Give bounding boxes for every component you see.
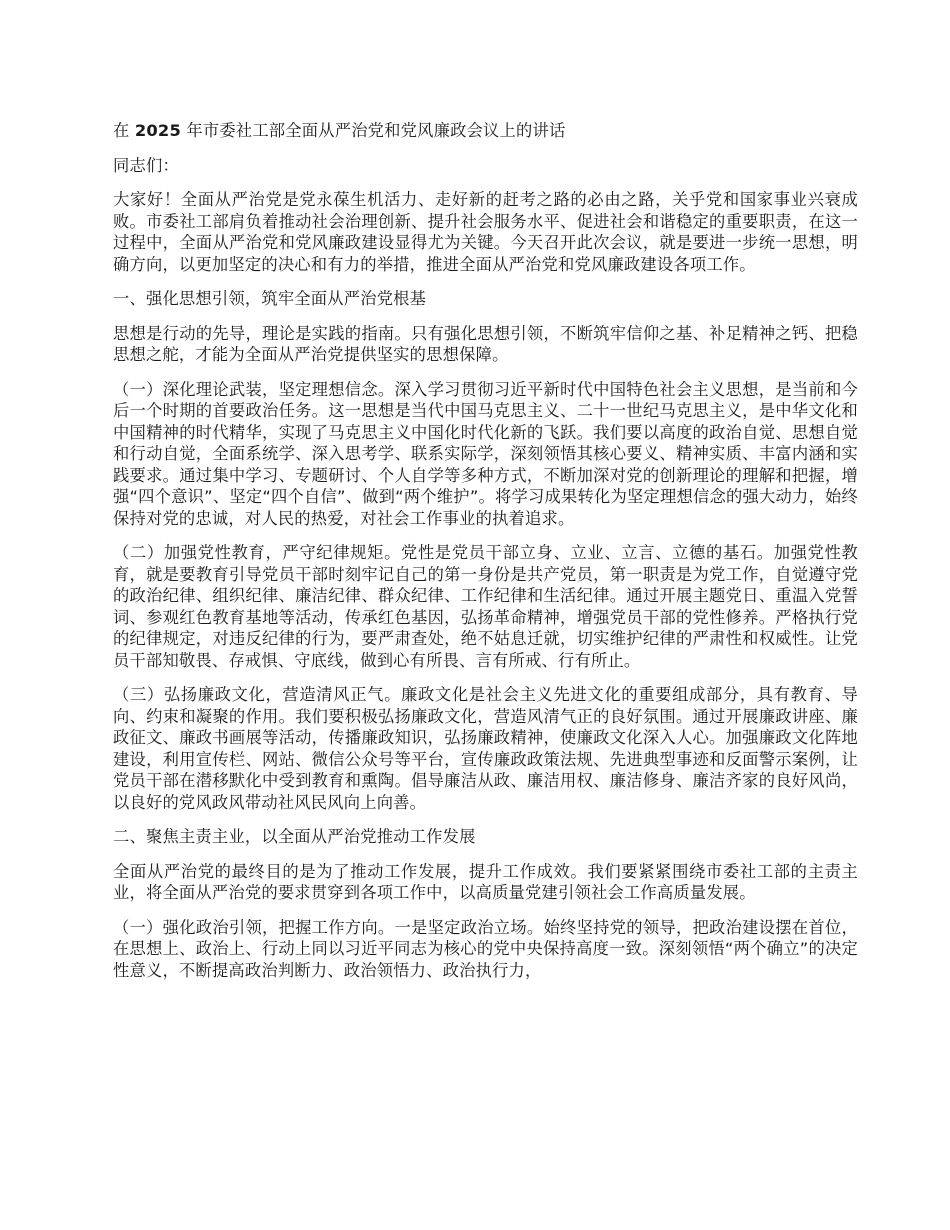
section-heading-1: 一、强化思想引领，筑牢全面从严治党根基 (113, 289, 427, 308)
title-year: 2025 (134, 121, 181, 140)
salutation: 同志们： (113, 155, 179, 175)
paragraph-section-2-item-1: （一）强化政治引领，把握工作方向。一是坚定政治立场。始终坚持党的领导，把政治建设摆在首位，在思想上、政治上、行动上同以习近平同志为核心的党中央保持高度一致。深刻领悟“两个确立”的决定性意义，不断提高政治判断力、政治领悟力、政治执行力， (113, 917, 858, 980)
document-title (113, 120, 858, 142)
paragraph-section-1-item-2: （二）加强党性教育，严守纪律规矩。党性是党员干部立身、立业、立言、立德的基石。加强党性教育，就是要教育引导党员干部时刻牢记自己的第一身份是共产党员，第一职责是为党工作，自觉遵守党的政治纪律、组织纪律、廉洁纪律、群众纪律、工作纪律和生活纪律。通过开展主题党日、重温入党誓词、参观红色教育基地等活动，传承红色基因，弘扬革命精神，增强党员干部的党性修养。严格执行党的纪律规定，对违反纪律的行为，要严肃查处，绝不姑息迁就，切实维护纪律的严肃性和权威性。让党员干部知敬畏、存戒惧、守底线，做到心有所畏、言有所戒、行有所止。 (113, 543, 858, 670)
paragraph-section-1-item-1: （一）深化理论武装，坚定理想信念。深入学习贯彻习近平新时代中国特色社会主义思想，是当前和今后一个时期的首要政治任务。这一思想是当代中国马克思主义、二十一世纪马克思主义，是中华文化和中国精神的时代精华，实现了马克思主义中国化时代化新的飞跃。我们要以高度的政治自觉、思想自觉和行动自觉，全面系统学、深入思考学、联系实际学，深刻领悟其核心要义、精神实质、丰富内涵和实践要求。通过集中学习、专题研讨、个人自学等多种方式，不断加深对党的创新理论的理解和把握，增强“四个意识”、坚定“四个自信”、做到“两个维护”。将学习成果转化为坚定理想信念的强大动力，始终保持对党的忠诚，对人民的热爱，对社会工作事业的执着追求。 (113, 379, 858, 528)
title-suffix: 年市委社工部全面从严治党和党风廉政会议上的讲话 (186, 121, 566, 140)
section-heading-2: 二、聚焦主责主业，以全面从严治党推动工作发展 (113, 827, 476, 846)
document-body (113, 120, 858, 994)
paragraph-opening: 大家好！全面从严治党是党永葆生机活力、走好新的赶考之路的必由之路，关乎党和国家事业兴衰成败。市委社工部肩负着推动社会治理创新、提升社会服务水平、促进社会和谐稳定的重要职责，在这一过程中，全面从严治党和党风廉政建设显得尤为关键。今天召开此次会议，就是要进一步统一思想，明确方向，以更加坚定的决心和有力的举措，推进全面从严治党和党风廉政建设各项工作。 (113, 190, 858, 274)
title-prefix: 在 (113, 121, 130, 140)
paragraph-section-1-intro: 思想是行动的先导，理论是实践的指南。只有强化思想引领，不断筑牢信仰之基、补足精神之钙、把稳思想之舵，才能为全面从严治党提供坚实的思想保障。 (113, 323, 858, 364)
paragraph-section-1-item-3: （三）弘扬廉政文化，营造清风正气。廉政文化是社会主义先进文化的重要组成部分，具有教育、导向、约束和凝聚的作用。我们要积极弘扬廉政文化，营造风清气正的良好氛围。通过开展廉政讲座、廉政征文、廉政书画展等活动，传播廉政知识，弘扬廉政精神，使廉政文化深入人心。加强廉政文化阵地建设，利用宣传栏、网站、微信公众号等平台，宣传廉政政策法规、先进典型事迹和反面警示案例，让党员干部在潜移默化中受到教育和熏陶。倡导廉洁从政、廉洁用权、廉洁修身、廉洁齐家的良好风尚，以良好的党风政风带动社风民风向上向善。 (113, 685, 858, 812)
paragraph-section-2-intro: 全面从严治党的最终目的是为了推动工作发展，提升工作成效。我们要紧紧围绕市委社工部的主责主业，将全面从严治党的要求贯穿到各项工作中，以高质量党建引领社会工作高质量发展。 (113, 861, 858, 902)
